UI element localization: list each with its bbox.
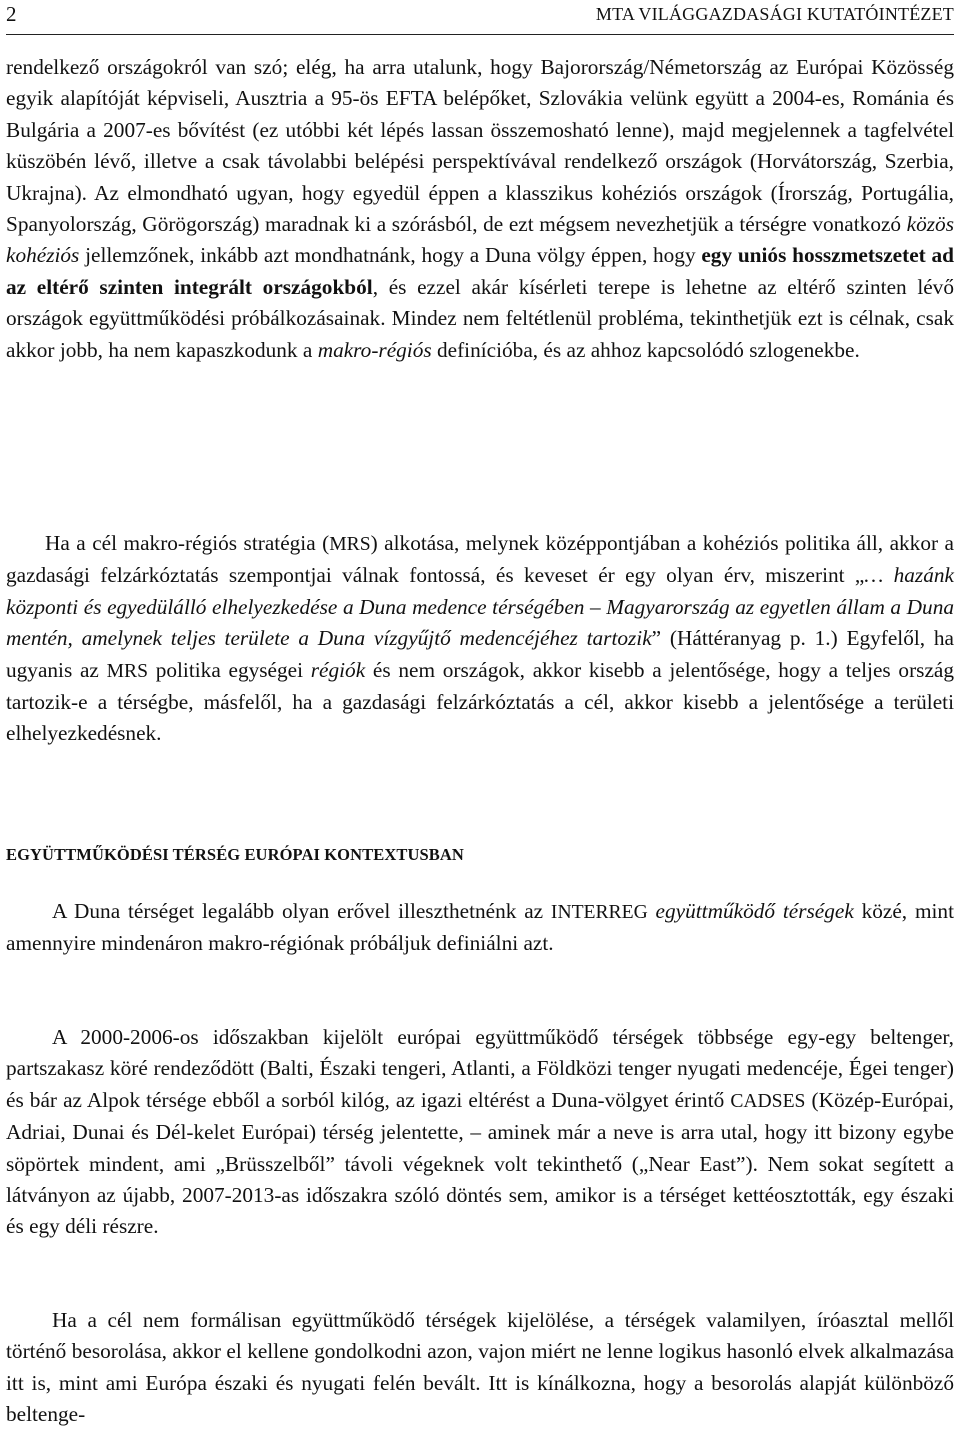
emphasis-text: régiók <box>310 657 366 682</box>
text-run: és nem országok, akkor kisebb a jelentősége, hogy a teljes ország tartozik-e a térségbe, másfelől, ha a gazdasági felzárkóztatás a cél, akkor kisebb a jelentősége a területi elhelyezkedésnek. <box>6 657 955 746</box>
text-run: A Duna térséget legalább olyan erővel illeszthetnénk az <box>52 899 551 923</box>
text-run: közé, mint amennyire mindenáron makro-régiónak próbáljuk definiálni azt. <box>6 899 954 956</box>
emphasis-text: együttműködő térségek <box>655 899 854 923</box>
page-number: 2 <box>6 2 17 26</box>
emphasis-text: makro-régiós <box>317 337 432 362</box>
text-run: definícióba, és az ahhoz kapcsolódó szlogenekbe. <box>431 337 860 362</box>
bold-statement: egy uniós hosszmetszetet ad az eltérő szinten integrált országokból <box>6 243 954 299</box>
text-run <box>648 899 656 923</box>
text-run: ) alkotása, melynek középpontjában a kohéziós politika áll, akkor a gazdasági felzárkóztatás szempontjai válnak fontossá, és keveset ér egy olyan érv, miszerint „ <box>6 531 954 588</box>
text-run: ” (Háttéranyag p. 1.) Egyfelől, ha ugyanis az <box>6 626 954 682</box>
paragraph-1 <box>6 52 954 366</box>
text-run: (Közép-Európai, Adriai, Dunai és Dél-kelet Európai) térség jelentette, – aminek már a neve is arra utal, hogy itt bizony egybe söpörtek mindent, ami „Brüsszelből” távoli végeknek volt tekinthető („Near East”). Nem sokat segített a látványon az újabb, 2007-2013-as időszakra szóló döntés sem, amikor is a térséget kettéosztották, egy északi és egy déli részre. <box>6 1087 954 1239</box>
abbreviation: MRS <box>329 534 371 555</box>
emphasis-text: közös kohéziós <box>6 212 954 268</box>
paragraph-2 <box>6 528 954 750</box>
text-run: , és ezzel akár kísérleti terepe is lehetne az eltérő szinten lévő országok együttműködési próbálkozásainak. Mindez nem feltétlenül probléma, tekinthetjük ezt is célnak, csak akkor jobb, ha nem kapaszkodunk a <box>6 274 954 362</box>
paragraph-5: Ha a cél nem formálisan együttműködő térségek kijelölése, a térségek valamilyen, íróasztal mellől történő besorolása, akkor el kellene gondolkodni azon, vajon miért ne lenne logikus hasonló elvek alkalmazása itt is, mint ami Európa északi és nyugati felén bevált. Itt is kínálkozna, hogy a besorolás alapját különböző beltenge- <box>6 1308 954 1427</box>
abbreviation: CADSES <box>730 1090 806 1112</box>
page-header <box>6 0 954 35</box>
paragraph-3 <box>6 896 954 960</box>
quotation: … hazánk központi és egyedülálló elhelyezkedése a Duna medence térségében – Magyarország az egyetlen állam a Duna mentén, amelynek teljes területe a Duna vízgyűjtő medencéjéhez tartozik <box>6 563 954 651</box>
running-head: MTA VILÁGGAZDASÁGI KUTATÓINTÉZET <box>595 4 954 24</box>
text-run: jellemzőnek, inkább azt mondhatnánk, hogy a Duna völgy éppen, hogy <box>79 243 702 268</box>
paragraph-4 <box>6 1022 954 1243</box>
text-run: Ha a cél makro-régiós stratégia ( <box>45 531 330 555</box>
text-run: A 2000-2006-os időszakban kijelölt európai együttműködő térségek többsége egy-egy beltenger, partszakasz köré rendeződött (Balti, Északi tengeri, Atlanti, a Földközi tenger nyugati medencéje, Égei tenger) és bár az Alpok térsége ebből a sorból kilóg, az igazi eltérést a Duna-völgyet érintő <box>6 1025 954 1112</box>
text-run: politika egységei <box>147 657 311 682</box>
section-heading: EGYÜTTMŰKÖDÉSI TÉRSÉG EURÓPAI KONTEXTUSBAN <box>6 845 464 864</box>
text-run: rendelkező országokról van szó; elég, ha arra utalunk, hogy Bajorország/Németország az Európai Közösség egyik alapítóját képviseli, Ausztria a 95-ös EFTA belépőket, Szlovákia velünk együtt a 2004-es, Románia és Bulgária a 2007-es bővítést (ez utóbbi két lépés lassan összemosható lenne), majd megjelennek a tagfelvétel küszöbén lévő, illetve a csak távolabbi belépési perspektívával rendelkező országok (Horvátország, Szerbia, Ukrajna). Az elmondható ugyan, hogy egyedül éppen a klasszikus kohéziós országok (Írország, Portugália, Spanyolország, Görögország) maradnak ki a szórásból, de ezt mégsem nevezhetjük a térségre vonatkozó <box>6 55 954 237</box>
abbreviation: MRS <box>106 660 148 682</box>
abbreviation: INTERREG <box>550 902 648 923</box>
